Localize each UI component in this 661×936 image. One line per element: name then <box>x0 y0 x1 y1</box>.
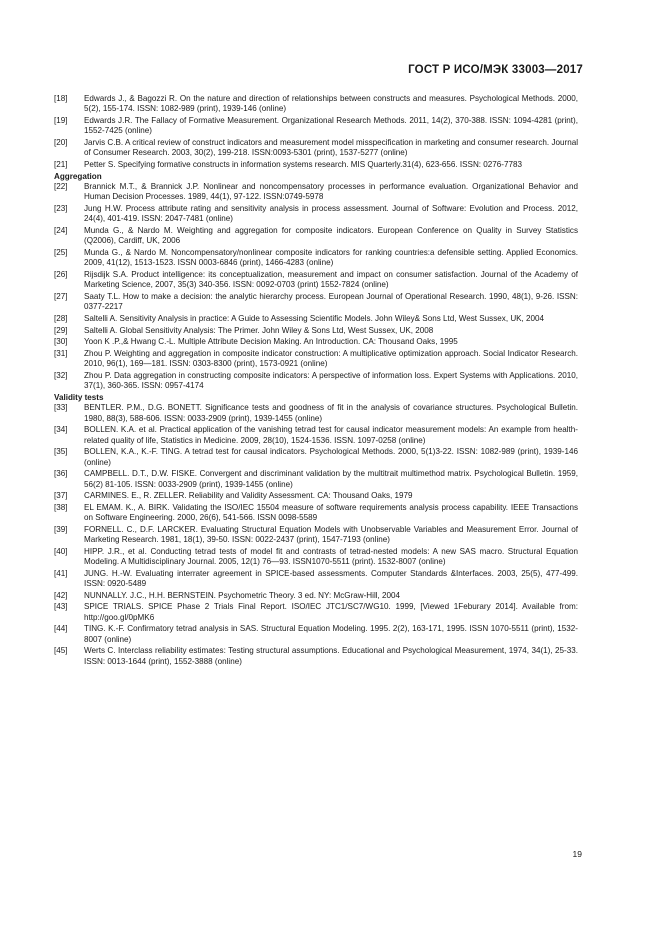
reference-text: Werts C. Interclass reliability estimates: Testing structural assumptions. Educational and Psychological Measurement, 1974, 34(1), 25-33. ISSN: 0013-1644 (print), 1552-3888 (online) <box>84 646 578 666</box>
reference-text: BOLLEN, K.A., K.-F. TING. A tetrad test for causal indicators. Psychological Methods. 2000, 5(1)3-22. ISSN: 1082-989 (print), 1939-146 (online) <box>84 447 578 467</box>
reference-number: [29] <box>54 325 68 335</box>
reference-item <box>54 226 578 247</box>
reference-text: Munda G., & Nardo M. Noncompensatory/nonlinear composite indicators for ranking countries:a defensible setting. Applied Economics. 2009, 41(12), 1513-1523. ISSN 0003-6846 (print), 1466-4283 (online) <box>84 248 578 268</box>
reference-item <box>54 602 578 623</box>
reference-text: EL EMAM. K., A. BIRK. Validating the ISO/IEC 15504 measure of software requirements analysis process capability. IEEE Transactions on Software Engineering. 2000, 26(6), 541-566. ISSN 0098-5589 <box>84 502 578 523</box>
reference-item <box>54 503 578 524</box>
reference-text: Edwards J.R. The Fallacy of Formative Measurement. Organizational Research Methods. 2011, 14(2), 370-388. ISSN: 1094-4281 (print), 1552-7425 (online) <box>84 116 578 136</box>
reference-number: [31] <box>54 348 68 358</box>
reference-number: [18] <box>54 94 68 103</box>
reference-item <box>54 182 578 203</box>
reference-number: [36] <box>54 469 68 479</box>
reference-item <box>54 204 578 225</box>
reference-text: Zhou P. Weighting and aggregation in composite indicator construction: A multiplicative optimization approach. Social Indicator Research. 2010, 96(1), 169—181. ISSN: 0303-8300 (print), 1573-0921 (online) <box>84 348 578 369</box>
reference-number: [37] <box>54 491 68 501</box>
reference-text: Zhou P. Data aggregation in constructing composite indicators: A perspective of information loss. Expert Systems with Applications. 2010, 37(1), 360-365. ISSN: 0957-4174 <box>84 370 578 391</box>
reference-text: CARMINES. E., R. ZELLER. Reliability and Validity Assessment. CA: Thousand Oaks, 1979 <box>84 491 413 501</box>
reference-item <box>54 349 578 370</box>
reference-number: [20] <box>54 138 68 147</box>
reference-number: [25] <box>54 248 68 257</box>
reference-text: HIPP. J.R., et al. Conducting tetrad tests of model fit and contrasts of tetrad-nested models: A new SAS macro. Structural Equation Modeling. A Multidisciplinary Journal. 2005, 12(1) 76—93. ISSN1070-5511 (print). 1532-8007 (online) <box>84 546 578 567</box>
reference-number: [40] <box>54 546 68 556</box>
bibliography <box>54 94 578 668</box>
reference-item <box>54 624 578 645</box>
reference-text: FORNELL. C., D.F. LARCKER. Evaluating Structural Equation Models with Unobservable Variables and Measurement Error. Journal of Marketing Research. 1981, 18(1), 39-50. ISSN: 0022-2437 (print), 1547-7193 (online) <box>84 524 578 545</box>
reference-number: [43] <box>54 602 68 612</box>
reference-text: Brannick M.T., & Brannick J.P. Nonlinear and noncompensatory processes in performance evaluation. Organizational Behavior and Human Decision Processes. 1989, 44(1), 97-122. ISSN:0749-5978 <box>84 182 578 202</box>
reference-item <box>54 270 578 291</box>
reference-text: CAMPBELL. D.T., D.W. FISKE. Convergent and discriminant validation by the multitrait multimethod matrix. Psychological Bulletin. 1959, 56(2) 81-105. ISSN: 0033-2909 (print), 1939-1455 (online) <box>84 469 578 489</box>
reference-number: [27] <box>54 292 68 301</box>
reference-number: [34] <box>54 425 68 435</box>
reference-item <box>54 138 578 159</box>
reference-item <box>54 591 578 601</box>
reference-item <box>54 547 578 568</box>
reference-text: Petter S. Specifying formative constructs in information systems research. MIS Quarterly.31(4), 623-656. ISSN: 0276-7783 <box>84 160 523 169</box>
document-header-standard: ГОСТ Р ИСО/МЭК 33003—2017 <box>408 64 583 76</box>
section-title: Validity tests <box>54 392 104 402</box>
reference-text: JUNG. H.-W. Evaluating interrater agreement in SPICE-based assessments. Computer Standards &Interfaces. 2003, 25(5), 477-499. ISSN: 0920-5489 <box>84 568 578 589</box>
reference-text: BOLLEN. K.A. et al. Practical application of the vanishing tetrad test for causal indicator measurement models: An example from health-related quality of life, Statistics in Medicine. 2009, 28(10), 1524-1536. ISSN. 1097-0258 (online) <box>84 425 578 445</box>
reference-number: [39] <box>54 524 68 534</box>
reference-item <box>54 248 578 269</box>
reference-number: [23] <box>54 204 68 213</box>
reference-text: TING. K.-F. Confirmatory tetrad analysis in SAS. Structural Equation Modeling. 1995. 2(2), 163-171, 1995. ISSN 1070-5511 (print), 1532-8007 (online) <box>84 624 578 644</box>
reference-text: Jung H.W. Process attribute rating and sensitivity analysis in process assessment. Journal of Software: Evolution and Process. 2012, 24(4), 401-419. ISSN: 2047-7481 (online) <box>84 204 578 224</box>
reference-text: Saltelli A. Sensitivity Analysis in practice: A Guide to Assessing Scientific Models. John Wiley& Sons Ltd, West Sussex, UK, 2004 <box>84 314 545 323</box>
reference-number: [32] <box>54 370 68 380</box>
reference-number: [22] <box>54 182 68 191</box>
reference-text: NUNNALLY. J.C., H.H. BERNSTEIN. Psychometric Theory. 3 ed. NY: McGraw-Hill, 2004 <box>84 590 401 600</box>
reference-text: Yoon K .P.,& Hwang C.-L. Multiple Attribute Decision Making. An Introduction. CA: Thousand Oaks, 1995 <box>84 337 458 347</box>
reference-item <box>54 314 578 324</box>
reference-item <box>54 525 578 546</box>
reference-item <box>54 292 578 313</box>
reference-number: [35] <box>54 447 68 457</box>
reference-item <box>54 160 578 170</box>
reference-item <box>54 469 578 490</box>
reference-number: [41] <box>54 568 68 578</box>
reference-text: Jarvis C.B. A critical review of construct indicators and measurement model misspecification in marketing and consumer research. Journal of Consumer Research. 2003, 30(2), 199-218. ISSN:0093-5301 (print), 1537-5277 (online) <box>84 138 578 158</box>
reference-text: Saltelli A. Global Sensitivity Analysis: The Primer. John Wiley & Sons Ltd, West Sussex, UK, 2008 <box>84 325 434 335</box>
reference-text: Munda G., & Nardo M. Weighting and aggregation for composite indicators. European Conference on Quality in Survey Statistics (Q2006), Cardiff, UK, 2006 <box>84 226 578 246</box>
reference-text: SPICE TRIALS. SPICE Phase 2 Trials Final Report. ISO/IEC JTC1/SC7/WG10. 1999, [Viewed 1Feburary 2014]. Available from: http://goo.gl/0pMK6 <box>84 602 578 622</box>
reference-item <box>54 646 578 667</box>
reference-item <box>54 569 578 590</box>
reference-item <box>54 403 578 424</box>
reference-item <box>54 94 578 115</box>
reference-number: [19] <box>54 116 68 125</box>
reference-text: Rijsdijk S.A. Product intelligence: its conceptualization, measurement and impact on consumer satisfaction. Journal of the Academy of Marketing Science, 2007, 35(3) 340-356. ISSN: 0092-0703 (print) 1552-7824 (online) <box>84 270 578 290</box>
reference-item <box>54 491 578 501</box>
reference-item <box>54 447 578 468</box>
reference-item <box>54 116 578 137</box>
reference-text: Saaty T.L. How to make a decision: the analytic hierarchy process. European Journal of Operational Research. 1990, 48(1), 9-26. ISSN: 0377-2217 <box>84 292 578 312</box>
reference-item <box>54 425 578 446</box>
reference-number: [28] <box>54 314 68 323</box>
reference-number: [26] <box>54 270 68 279</box>
reference-text: BENTLER. P.M., D.G. BONETT. Significance tests and goodness of fit in the analysis of covariance structures. Psychological Bulletin. 1980, 88(3), 588-606. ISSN: 0033-2909 (print), 1939-1455 (online) <box>84 403 578 423</box>
reference-number: [33] <box>54 403 68 413</box>
reference-number: [21] <box>54 160 68 169</box>
page-number: 19 <box>572 849 582 859</box>
section-title: Aggregation <box>54 171 102 181</box>
reference-number: [45] <box>54 646 68 656</box>
reference-number: [30] <box>54 337 68 347</box>
reference-item <box>54 337 578 347</box>
reference-number: [42] <box>54 590 68 600</box>
reference-text: Edwards J., & Bagozzi R. On the nature and direction of relationships between constructs and measures. Psychological Methods. 2000, 5(2), 155-174. ISSN: 1082-989 (print), 1939-146 (online) <box>84 94 578 114</box>
reference-number: [24] <box>54 226 68 235</box>
reference-item <box>54 326 578 336</box>
reference-item <box>54 371 578 392</box>
reference-number: [38] <box>54 502 68 512</box>
reference-number: [44] <box>54 624 68 634</box>
